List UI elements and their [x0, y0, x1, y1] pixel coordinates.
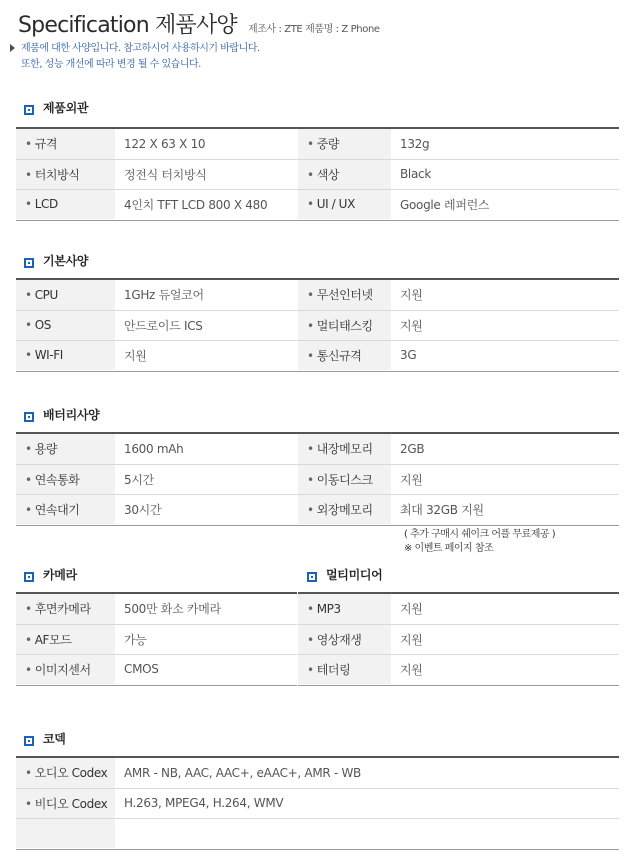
- spec-value: 1600 mAh: [115, 434, 298, 464]
- divider: [16, 220, 619, 221]
- spec-value: [115, 818, 619, 848]
- spec-value: 지원: [124, 348, 147, 363]
- spec-label: • MP3: [298, 594, 391, 624]
- spec-value: 지원: [391, 464, 619, 494]
- spec-label: • 오디오 Codex: [16, 758, 115, 788]
- spec-label: • 용량: [16, 434, 115, 464]
- spec-table-basic: [16, 280, 619, 370]
- table-row: [16, 818, 619, 848]
- table-row: [16, 129, 619, 159]
- section-title-basic: 기본사양: [24, 252, 88, 269]
- arrow-right-icon: [10, 44, 15, 52]
- divider: [298, 685, 619, 686]
- footnote-line-2: ※ 이벤트 페이지 참조: [404, 543, 494, 554]
- spec-value: Google 레퍼런스: [400, 197, 490, 212]
- spec-label: • 터치방식: [16, 159, 115, 189]
- section-title-codec: 코덱: [24, 730, 66, 747]
- notice-line-2: 또한, 성능 개선에 따라 변경 될 수 있습니다.: [21, 59, 201, 70]
- spec-value: AMR - NB, AAC, AAC+, eAAC+, AMR - WB: [115, 758, 619, 788]
- section-square-icon: [24, 258, 34, 268]
- table-row: [16, 280, 619, 310]
- spec-label: • 영상재생: [298, 624, 391, 654]
- spec-label: • 색상: [298, 159, 391, 189]
- spec-label: • UI / UX: [298, 189, 391, 219]
- spec-value: 2GB: [391, 434, 619, 464]
- section-square-icon: [24, 412, 34, 422]
- table-row: [16, 310, 619, 340]
- table-row: [16, 159, 619, 189]
- spec-value: CMOS: [124, 662, 159, 677]
- spec-label: • 연속대기: [16, 494, 115, 524]
- divider: [16, 525, 619, 526]
- spec-table-appearance: [16, 129, 619, 219]
- spec-label: • 연속통화: [16, 464, 115, 494]
- spec-label: • 무선인터넷: [298, 280, 391, 310]
- spec-label: • AF모드: [16, 624, 115, 654]
- divider: [16, 371, 619, 372]
- section-title-battery: 배터리사양: [24, 406, 99, 423]
- spec-label: [16, 818, 115, 848]
- section-title-appearance: 제품외관: [24, 99, 88, 116]
- spec-table-codec: [16, 758, 619, 848]
- section-square-icon: [24, 736, 34, 746]
- table-row: [16, 494, 619, 524]
- notice: [10, 41, 260, 73]
- spec-label: • 통신규격: [298, 340, 391, 370]
- spec-label: • 이미지센서: [16, 654, 115, 684]
- section-title-multimedia: 멀티미디어: [307, 566, 382, 583]
- spec-value: 정전식 터치방식: [115, 159, 298, 189]
- section-title-camera: 카메라: [24, 566, 77, 583]
- divider: [16, 849, 619, 850]
- spec-value: 지원: [391, 594, 619, 624]
- spec-label: • OS: [16, 310, 115, 340]
- page-title: Specification 제품사양: [18, 13, 237, 38]
- spec-label: • LCD: [16, 189, 115, 219]
- table-row: [16, 758, 619, 788]
- spec-value: 3G: [400, 348, 417, 363]
- spec-value: 최대 32GB 지원: [400, 502, 484, 517]
- spec-table-battery: [16, 434, 619, 524]
- spec-label: • 비디오 Codex: [16, 788, 115, 818]
- table-row: [16, 189, 619, 219]
- table-row: [298, 654, 619, 684]
- maker-info: 제조사 : ZTE 제품명 : Z Phone: [247, 24, 380, 35]
- spec-value: 500만 화소 카메라: [115, 594, 297, 624]
- page-header: [18, 8, 380, 39]
- battery-footnote: [404, 528, 555, 556]
- spec-value: 1GHz 듀얼코어: [115, 280, 298, 310]
- spec-label: • CPU: [16, 280, 115, 310]
- spec-value: 132g: [391, 129, 619, 159]
- section-square-icon: [307, 572, 317, 582]
- spec-label: • 이동디스크: [298, 464, 391, 494]
- spec-value: 지원: [400, 662, 423, 677]
- spec-value: Black: [391, 159, 619, 189]
- spec-value: 지원: [391, 280, 619, 310]
- section-square-icon: [24, 572, 34, 582]
- spec-table-camera: [16, 594, 297, 684]
- table-row: [298, 624, 619, 654]
- spec-label: • 규격: [16, 129, 115, 159]
- table-row: [16, 464, 619, 494]
- table-row: [16, 434, 619, 464]
- spec-label: • 중량: [298, 129, 391, 159]
- footnote-line-1: ( 추가 구매시 쉐이크 어플 무료제공 ): [404, 529, 556, 540]
- spec-label: • 내장메모리: [298, 434, 391, 464]
- spec-value: H.263, MPEG4, H.264, WMV: [115, 788, 619, 818]
- spec-value: 안드로이드 ICS: [115, 310, 298, 340]
- spec-value: 가능: [115, 624, 297, 654]
- spec-value: 5시간: [115, 464, 298, 494]
- spec-value: 30시간: [124, 502, 162, 517]
- section-square-icon: [24, 105, 34, 115]
- spec-label: • 테더링: [298, 654, 391, 684]
- spec-label: • WI-FI: [16, 340, 115, 370]
- table-row: [16, 624, 297, 654]
- table-row: [16, 340, 619, 370]
- spec-value: 122 X 63 X 10: [115, 129, 298, 159]
- spec-label: • 외장메모리: [298, 494, 391, 524]
- divider: [16, 685, 297, 686]
- spec-value: 지원: [391, 624, 619, 654]
- spec-table-multimedia: [298, 594, 619, 684]
- spec-value: 지원: [391, 310, 619, 340]
- spec-label: • 후면카메라: [16, 594, 115, 624]
- spec-value: 4인치 TFT LCD 800 X 480: [124, 197, 268, 212]
- table-row: [298, 594, 619, 624]
- notice-line-1: 제품에 대한 사양입니다. 참고하시어 사용하시기 바랍니다.: [21, 43, 260, 54]
- spec-label: • 멀티태스킹: [298, 310, 391, 340]
- table-row: [16, 594, 297, 624]
- table-row: [16, 788, 619, 818]
- table-row: [16, 654, 297, 684]
